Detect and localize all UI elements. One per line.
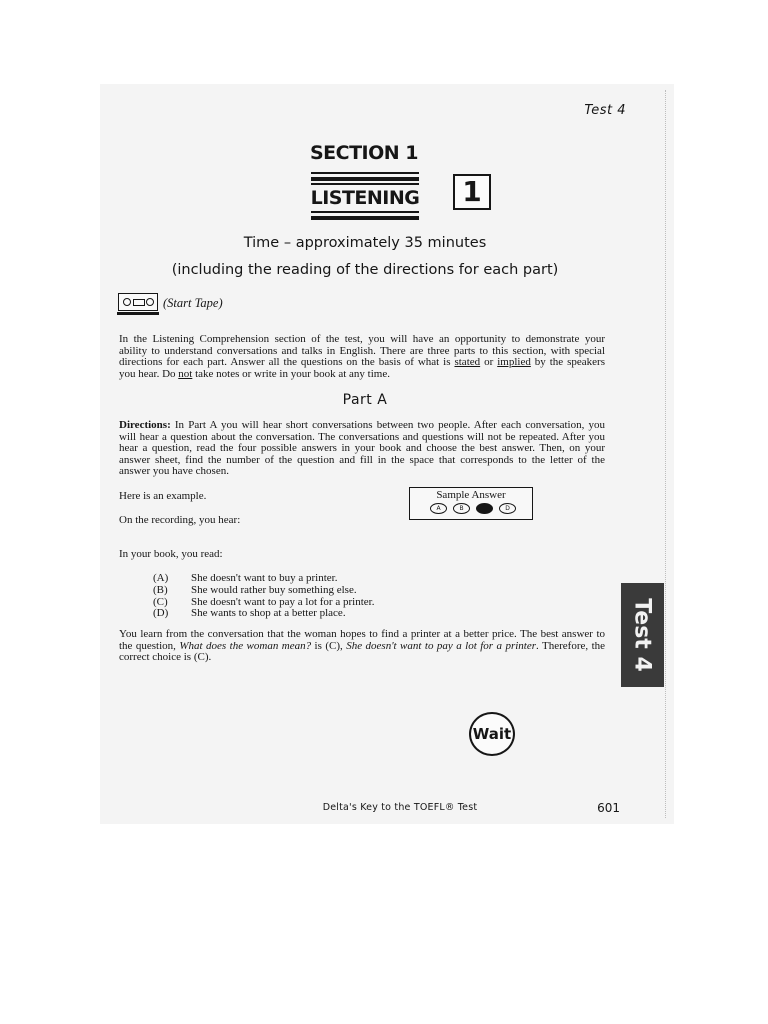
sample-answer-box: [409, 487, 533, 520]
choice-letter: (D): [153, 607, 169, 619]
wait-icon: Wait: [469, 712, 515, 756]
intro-text: take notes or write in your book at any time.: [195, 367, 390, 380]
answer-italic: She doesn't want to pay a lot for a printer: [346, 639, 537, 652]
in-book-text: In your book, you read:: [119, 548, 223, 560]
choice-letter: (B): [153, 584, 168, 596]
title-rule: [311, 172, 419, 174]
example-intro: Here is an example.: [119, 490, 207, 502]
part-heading: Part A: [342, 392, 388, 408]
intro-text: you hear. Do: [119, 367, 176, 380]
explanation-text: is (C),: [314, 639, 343, 652]
explanation-paragraph: [119, 629, 605, 664]
explanation-line: correct choice is (C).: [119, 651, 212, 664]
choice-text: She doesn't want to buy a printer.: [191, 572, 338, 584]
reel-icon: [123, 298, 131, 306]
choice-text: She wants to shop at a better place.: [191, 607, 346, 619]
answer-bubble-b: B: [453, 503, 470, 514]
choice-text: She doesn't want to pay a lot for a printer.: [191, 596, 375, 608]
on-recording-text: On the recording, you hear:: [119, 514, 241, 526]
intro-line: In the Listening Comprehension section of the test, you will have an opportunity to demonstrate your: [119, 333, 605, 345]
running-head: Test 4: [584, 103, 626, 118]
not-word: not: [178, 367, 193, 380]
directions-line: answer sheet, find the number of the question and fill in the space that corresponds to the letter of the: [119, 453, 605, 466]
tape-base: [117, 312, 159, 315]
directions-line: [119, 420, 605, 432]
directions-line: hear a question, read the four possible answers in your book and choose the best answer. Then, on your: [119, 442, 605, 455]
answer-bubble-d: D: [499, 503, 516, 514]
directions-label: Directions:: [119, 419, 171, 431]
cassette-tape-icon: [118, 293, 158, 311]
question-italic: What does the woman mean?: [179, 639, 312, 652]
including-line: (including the reading of the directions for each part): [171, 262, 559, 278]
title-rule: [311, 211, 419, 213]
title-rule: [311, 177, 419, 181]
intro-line: [119, 369, 605, 381]
intro-line: ability to understand conversations and talks in English. There are three parts to this section, with special: [119, 344, 605, 357]
start-tape-label: (Start Tape): [163, 296, 223, 310]
directions-paragraph: [119, 420, 605, 478]
choice-text: She would rather buy something else.: [191, 584, 357, 596]
explanation-text: the question,: [119, 639, 176, 652]
directions-text: In Part A you will hear short conversations between two people. After each conversation, you: [174, 419, 606, 431]
tape-window: [133, 299, 145, 306]
answer-bubble-a: A: [430, 503, 447, 514]
side-tab: [621, 583, 664, 687]
side-tab-label: Test 4: [629, 598, 655, 672]
intro-paragraph: [119, 334, 605, 380]
stated-word: stated: [454, 356, 481, 369]
time-line: Time – approximately 35 minutes: [243, 235, 487, 251]
implied-word: implied: [497, 356, 531, 369]
footer-title: Delta's Key to the TOEFL® Test: [322, 802, 478, 813]
directions-line: will hear a question about the conversation. The conversations and questions will not be repeated. After you: [119, 430, 605, 443]
section-title: SECTION 1: [309, 142, 419, 164]
explanation-line: You learn from the conversation that the woman hopes to find a printer at a better price. The best answer to: [119, 628, 605, 640]
intro-text: directions for each part. Answer all the questions on the basis of what is: [119, 356, 451, 369]
explanation-text: . Therefore, the: [536, 639, 606, 652]
intro-text: or: [484, 356, 494, 369]
sample-answer-title: Sample Answer: [436, 489, 506, 501]
title-rule: [311, 216, 419, 220]
section-number-box: 1: [453, 174, 491, 210]
reel-icon: [146, 298, 154, 306]
title-rule: [311, 183, 419, 185]
choice-letter: (C): [153, 596, 168, 608]
directions-line: answer you have chosen.: [119, 465, 229, 478]
page-number: 601: [597, 801, 620, 815]
intro-text: by the speakers: [534, 356, 605, 369]
section-name: LISTENING: [310, 187, 420, 209]
page-edge-line: [665, 90, 666, 818]
choice-letter: (A): [153, 572, 169, 584]
answer-bubble-c-filled: C: [476, 503, 493, 514]
